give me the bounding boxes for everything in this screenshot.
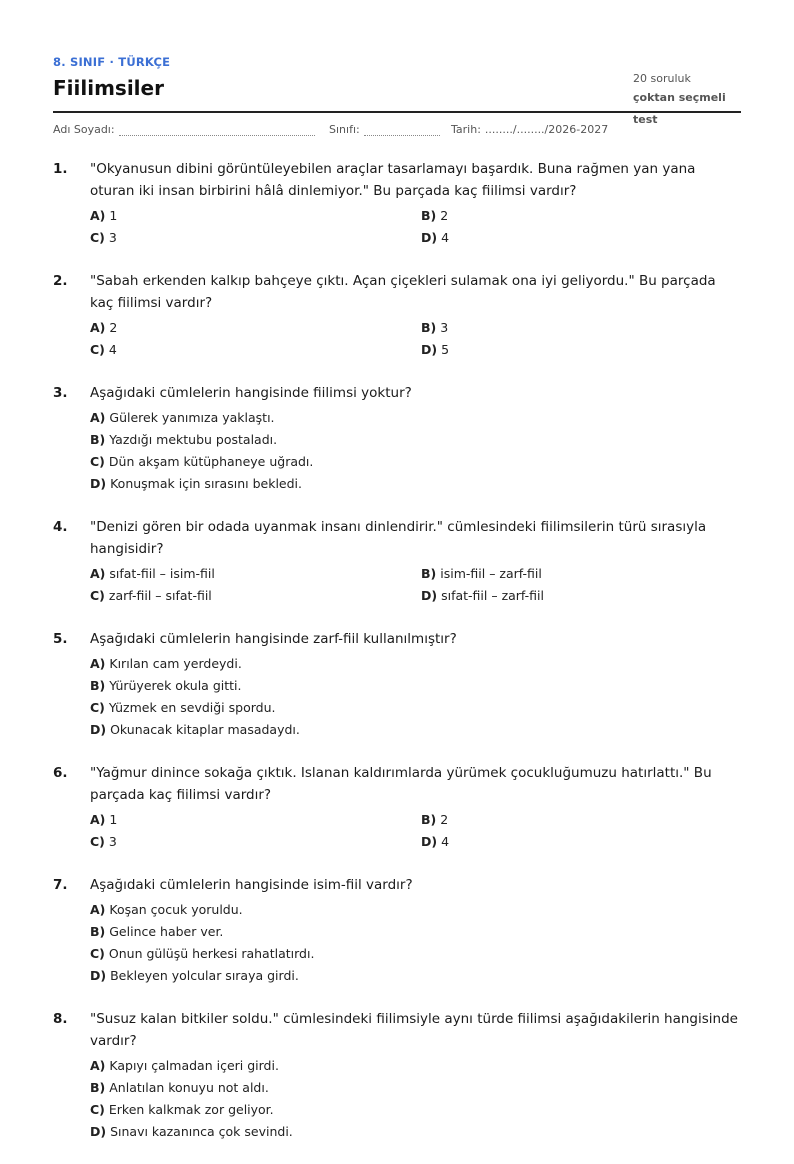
option-a[interactable] bbox=[90, 1055, 741, 1077]
option-text: isim-fiil – zarf-fiil bbox=[440, 566, 542, 581]
option-text: 5 bbox=[441, 342, 450, 357]
option-a[interactable] bbox=[90, 317, 421, 339]
option-letter: A) bbox=[90, 208, 106, 223]
option-letter: A) bbox=[90, 566, 106, 581]
option-text: Koşan çocuk yoruldu. bbox=[109, 902, 243, 917]
option-letter: D) bbox=[421, 230, 438, 245]
option-b[interactable] bbox=[90, 921, 741, 943]
option-letter: D) bbox=[421, 342, 438, 357]
option-text: 3 bbox=[108, 834, 117, 849]
question-number: 3. bbox=[53, 385, 68, 401]
question-text: Aşağıdaki cümlelerin hangisinde isim-fiil vardır? bbox=[90, 877, 413, 893]
option-a[interactable] bbox=[90, 899, 741, 921]
option-text: Anlatılan konuyu not aldı. bbox=[109, 1080, 269, 1095]
option-letter: B) bbox=[421, 320, 437, 335]
option-d[interactable] bbox=[421, 339, 741, 361]
option-letter: D) bbox=[421, 834, 438, 849]
option-letter: B) bbox=[421, 812, 437, 827]
option-letter: B) bbox=[90, 924, 106, 939]
test-meta bbox=[633, 71, 741, 131]
option-text: Okunacak kitaplar masadaydı. bbox=[110, 722, 300, 737]
option-d[interactable] bbox=[90, 1121, 741, 1143]
question-number: 1. bbox=[53, 161, 68, 177]
option-letter: C) bbox=[90, 700, 105, 715]
option-letter: D) bbox=[90, 968, 107, 983]
option-letter: C) bbox=[90, 342, 105, 357]
option-b[interactable] bbox=[90, 429, 741, 451]
question-text: "Yağmur dinince sokağa çıktık. Islanan kaldırımlarda yürümek çocukluğumuzu hatırlattı." Bu parçada kaç fiilimsi vardır? bbox=[90, 765, 712, 803]
option-text: Erken kalkmak zor geliyor. bbox=[108, 1102, 274, 1117]
option-d[interactable] bbox=[421, 831, 741, 853]
option-text: Yüzmek en sevdiği spordu. bbox=[108, 700, 276, 715]
option-letter: A) bbox=[90, 902, 106, 917]
option-b[interactable] bbox=[90, 1077, 741, 1099]
option-letter: B) bbox=[90, 432, 106, 447]
question-text: "Denizi gören bir odada uyanmak insanı dinlendirir." cümlesindeki fiilimsilerin türü sırasıyla hangisidir? bbox=[90, 519, 707, 557]
question-text: Aşağıdaki cümlelerin hangisinde zarf-fiil kullanılmıştır? bbox=[90, 631, 457, 647]
test-type: çoktan seçmeli test bbox=[633, 91, 726, 126]
question-text: Aşağıdaki cümlelerin hangisinde fiilimsi yoktur? bbox=[90, 385, 412, 401]
option-letter: C) bbox=[90, 588, 105, 603]
grade-subject-label: 8. SINIF · TÜRKÇE bbox=[53, 55, 171, 69]
question-1 bbox=[53, 158, 741, 249]
options bbox=[90, 809, 741, 853]
header-divider bbox=[53, 111, 741, 113]
option-text: 4 bbox=[441, 834, 450, 849]
option-text: 2 bbox=[440, 812, 449, 827]
option-b[interactable] bbox=[421, 205, 741, 227]
option-letter: C) bbox=[90, 454, 105, 469]
option-text: 3 bbox=[440, 320, 449, 335]
option-c[interactable] bbox=[90, 697, 741, 719]
option-a[interactable] bbox=[90, 653, 741, 675]
option-text: Yürüyerek okula gitti. bbox=[109, 678, 242, 693]
question-7 bbox=[53, 874, 741, 987]
option-a[interactable] bbox=[90, 407, 741, 429]
class-label: Sınıfı: bbox=[329, 123, 360, 136]
option-text: Gelince haber ver. bbox=[109, 924, 224, 939]
option-c[interactable] bbox=[90, 1099, 741, 1121]
option-letter: C) bbox=[90, 834, 105, 849]
date-label: Tarih: bbox=[451, 123, 481, 136]
option-text: 2 bbox=[440, 208, 449, 223]
option-letter: D) bbox=[90, 1124, 107, 1139]
option-text: Gülerek yanımıza yaklaştı. bbox=[109, 410, 275, 425]
option-text: 1 bbox=[109, 812, 118, 827]
option-text: Onun gülüşü herkesi rahatlatırdı. bbox=[108, 946, 315, 961]
option-d[interactable] bbox=[90, 719, 741, 741]
option-letter: A) bbox=[90, 812, 106, 827]
option-letter: D) bbox=[90, 722, 107, 737]
option-c[interactable] bbox=[90, 585, 421, 607]
option-d[interactable] bbox=[421, 227, 741, 249]
option-text: sıfat-fiil – isim-fiil bbox=[109, 566, 215, 581]
question-2 bbox=[53, 270, 741, 361]
option-c[interactable] bbox=[90, 339, 421, 361]
option-letter: B) bbox=[421, 566, 437, 581]
option-c[interactable] bbox=[90, 831, 421, 853]
option-letter: A) bbox=[90, 656, 106, 671]
option-text: Sınavı kazanınca çok sevindi. bbox=[110, 1124, 293, 1139]
option-letter: A) bbox=[90, 320, 106, 335]
option-text: zarf-fiil – sıfat-fiil bbox=[108, 588, 212, 603]
date-field[interactable] bbox=[451, 123, 608, 136]
question-text: "Susuz kalan bitkiler soldu." cümlesindeki fiilimsiyle aynı türde fiilimsi aşağıdakilerin hangisinde vardır? bbox=[90, 1011, 738, 1049]
option-letter: A) bbox=[90, 410, 106, 425]
question-number: 8. bbox=[53, 1011, 68, 1027]
option-c[interactable] bbox=[90, 227, 421, 249]
worksheet-header bbox=[53, 50, 741, 126]
option-letter: A) bbox=[90, 1058, 106, 1073]
option-b[interactable] bbox=[421, 317, 741, 339]
question-5 bbox=[53, 628, 741, 741]
class-field[interactable] bbox=[329, 123, 440, 136]
option-letter: D) bbox=[421, 588, 438, 603]
options bbox=[90, 899, 741, 987]
name-field[interactable] bbox=[53, 123, 315, 136]
name-blank[interactable] bbox=[119, 124, 315, 136]
option-b[interactable] bbox=[421, 563, 741, 585]
option-letter: B) bbox=[90, 678, 106, 693]
option-text: Yazdığı mektubu postaladı. bbox=[109, 432, 278, 447]
option-letter: C) bbox=[90, 946, 105, 961]
question-text: "Okyanusun dibini görüntüleyebilen araçlar tasarlamayı başardık. Buna rağmen yan yana oturan iki insan birbirini hâlâ dinlemiyor." Bu parçada kaç fiilimsi vardır? bbox=[90, 161, 696, 199]
option-text: 4 bbox=[108, 342, 117, 357]
option-d[interactable] bbox=[421, 585, 741, 607]
option-letter: B) bbox=[421, 208, 437, 223]
option-b[interactable] bbox=[90, 675, 741, 697]
question-number: 4. bbox=[53, 519, 68, 535]
options bbox=[90, 317, 741, 361]
question-number: 6. bbox=[53, 765, 68, 781]
date-blank[interactable]: ......../......../2026-2027 bbox=[484, 123, 609, 136]
option-text: Dün akşam kütüphaneye uğradı. bbox=[108, 454, 314, 469]
student-info-fields bbox=[53, 123, 741, 145]
option-c[interactable] bbox=[90, 451, 741, 473]
options bbox=[90, 563, 741, 607]
option-letter: D) bbox=[90, 476, 107, 491]
name-label: Adı Soyadı: bbox=[53, 123, 115, 136]
option-text: Bekleyen yolcular sıraya girdi. bbox=[110, 968, 299, 983]
option-letter: B) bbox=[90, 1080, 106, 1095]
option-text: 4 bbox=[441, 230, 450, 245]
question-number: 5. bbox=[53, 631, 68, 647]
option-text: 2 bbox=[109, 320, 118, 335]
options bbox=[90, 653, 741, 741]
question-4 bbox=[53, 516, 741, 607]
option-d[interactable] bbox=[90, 473, 741, 495]
question-6 bbox=[53, 762, 741, 853]
option-a[interactable] bbox=[90, 563, 421, 585]
option-c[interactable] bbox=[90, 943, 741, 965]
page-title: Fiilimsiler bbox=[53, 76, 164, 100]
question-number: 2. bbox=[53, 273, 68, 289]
question-text: "Sabah erkenden kalkıp bahçeye çıktı. Açan çiçekleri sulamak ona iyi geliyordu." Bu parçada kaç fiilimsi vardır? bbox=[90, 273, 716, 311]
option-text: 3 bbox=[108, 230, 117, 245]
option-letter: C) bbox=[90, 230, 105, 245]
option-text: Kırılan cam yerdeydi. bbox=[109, 656, 242, 671]
option-d[interactable] bbox=[90, 965, 741, 987]
option-b[interactable] bbox=[421, 809, 741, 831]
worksheet-page bbox=[53, 50, 741, 1164]
option-letter: C) bbox=[90, 1102, 105, 1117]
options bbox=[90, 205, 741, 249]
class-blank[interactable] bbox=[364, 124, 440, 136]
option-text: Konuşmak için sırasını bekledi. bbox=[110, 476, 302, 491]
option-text: 1 bbox=[109, 208, 118, 223]
question-number: 7. bbox=[53, 877, 68, 893]
options bbox=[90, 1055, 741, 1143]
option-a[interactable] bbox=[90, 205, 421, 227]
option-text: Kapıyı çalmadan içeri girdi. bbox=[109, 1058, 279, 1073]
option-a[interactable] bbox=[90, 809, 421, 831]
question-count: 20 soruluk bbox=[633, 72, 691, 85]
question-list bbox=[53, 158, 741, 1143]
options bbox=[90, 407, 741, 495]
question-3 bbox=[53, 382, 741, 495]
option-text: sıfat-fiil – zarf-fiil bbox=[441, 588, 544, 603]
